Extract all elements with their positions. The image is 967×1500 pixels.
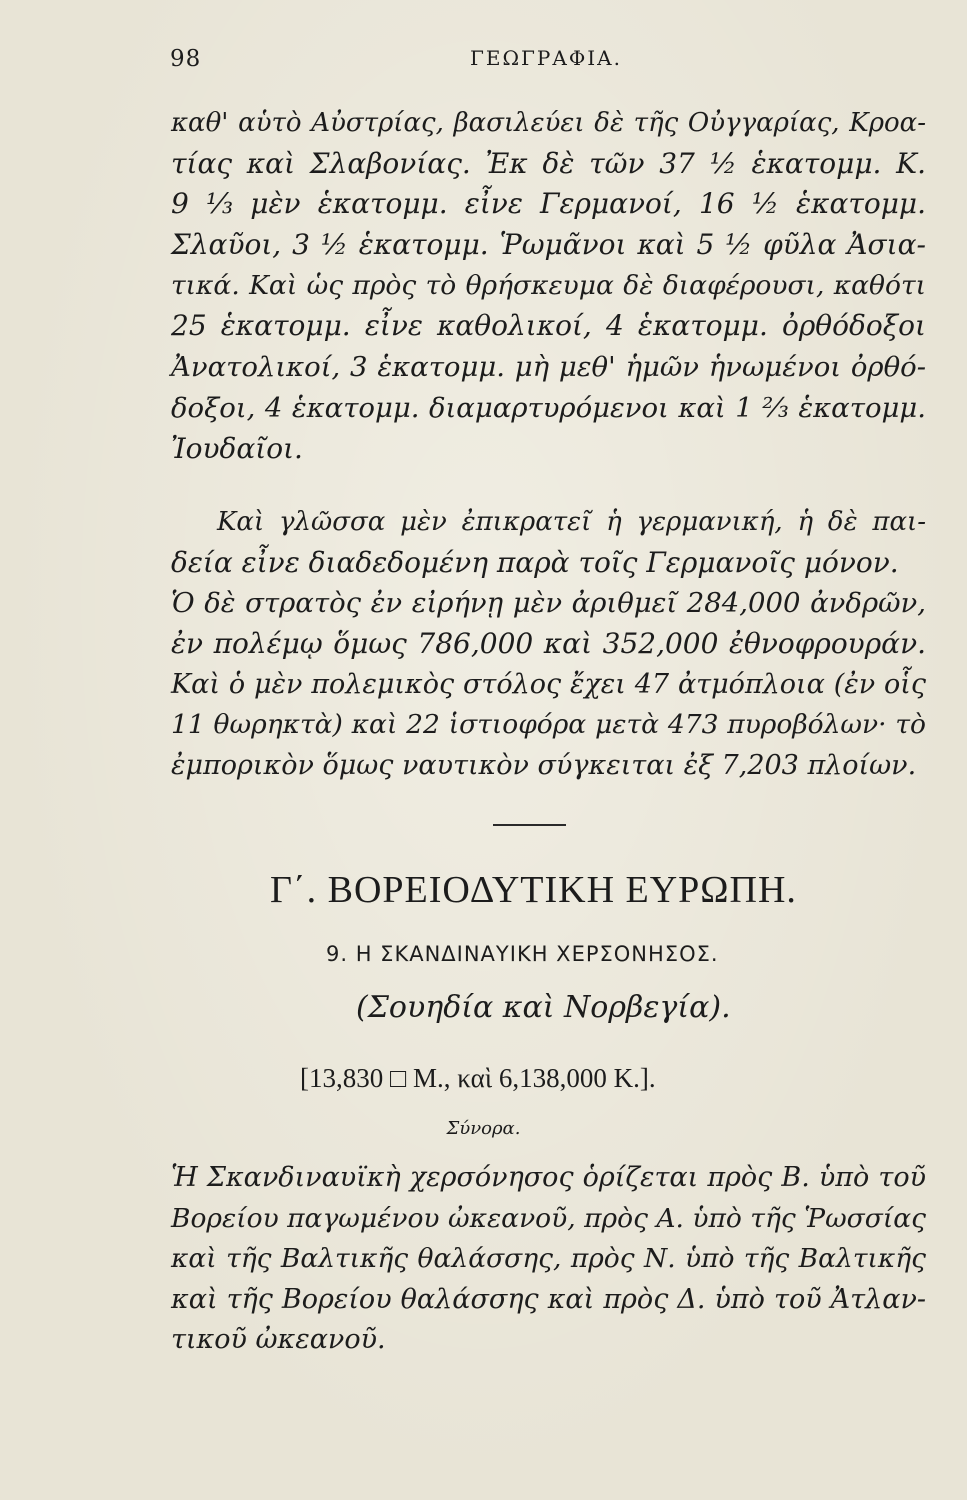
text-line: Καὶ γλῶσσα μὲν ἐπικρατεῖ ἡ γερμανική, ἡ δὲ παι- [217,507,926,537]
text-line: 9 ⅓ μὲν ἑκατομμ. εἶνε Γερμανοί, 16 ½ ἑκατομμ. [171,187,926,221]
subsection-subtitle: (Σουηδία καὶ Νορβεγία). [356,990,731,1025]
text-line: Ὁ δὲ στρατὸς ἐν εἰρήνῃ μὲν ἀριθμεῖ 284,000 ἀνδρῶν, [171,587,926,620]
text-line: Βορείου παγωμένου ὠκεανοῦ, πρὸς Α. ὑπὸ τῆς Ῥωσσίας [171,1202,926,1234]
text-line: τικοῦ ὠκεανοῦ. [171,1324,386,1355]
text-line: Ἡ Σκανδιναυϊκὴ χερσόνησος ὁρίζεται πρὸς Β. ὑπὸ τοῦ [171,1162,926,1193]
text-line: 11 θωρηκτὰ) καὶ 22 ἱστιοφόρα μετὰ 473 πυροβόλων· τὸ [171,709,926,741]
text-line: τικά. Καὶ ὡς πρὸς τὸ θρήσκευμα δὲ διαφέρουσι, καθότι [171,269,926,301]
text-line: Καὶ ὁ μὲν πολεμικὸς στόλος ἔχει 47 ἀτμόπλοια (ἐν οἷς [171,668,926,700]
boundaries-label: Σύνορα. [446,1118,521,1139]
page-number: 98 [170,46,202,72]
text-line: καὶ τῆς Βορείου θαλάσσης καὶ πρὸς Δ. ὑπὸ τοῦ Ἀτλαν- [171,1283,926,1315]
text-line: Σλαῦοι, 3 ½ ἑκατομμ. Ῥωμᾶνοι καὶ 5 ½ φῦλα Ἀσια- [171,228,926,262]
text-line: Ἀνατολικοί, 3 ἑκατομμ. μὴ μεθ' ἡμῶν ἡνωμένοι ὀρθό- [171,351,926,384]
running-head [170,46,790,76]
text-line: δεία εἶνε διαδεδομένη παρὰ τοῖς Γερμανοῖς μόνον. [171,545,899,579]
text-line: καθ' αὑτὸ Αὐστρίας, βασιλεύει δὲ τῆς Οὐγγαρίας, Κροα- [171,108,926,138]
section-divider [493,824,566,826]
paragraph-population [171,103,926,469]
section-heading: Γ΄. ΒΟΡΕΙΟΔΥΤΙΚΗ ΕΥΡΩΠΗ. [270,869,797,911]
text-line: ἐμπορικὸν ὅμως ναυτικὸν σύγκειται ἐξ 7,203 πλοίων. [171,750,917,782]
text-line: δοξοι, 4 ἑκατομμ. διαμαρτυρόμενοι καὶ 1 ⅔ ἑκατομμ. [171,391,926,424]
area-population-figures: [13,830 □ Μ., καὶ 6,138,000 Κ.]. [300,1063,656,1093]
paragraph-boundaries [171,1158,926,1361]
text-line: καὶ τῆς Βαλτικῆς θαλάσσης, πρὸς Ν. ὑπὸ τῆς Βαλτικῆς [171,1243,926,1274]
text-line: 25 ἑκατομμ. εἶνε καθολικοί, 4 ἑκατομμ. ὀρθόδοξοι [171,309,926,343]
text-line: ἐν πολέμῳ ὅμως 786,000 καὶ 352,000 ἐθνοφρουράν. [171,627,926,661]
running-title: ΓΕΩΓΡΑΦΙΑ. [470,46,622,70]
text-line: τίας καὶ Σλαβονίας. Ἐκ δὲ τῶν 37 ½ ἑκατομμ. Κ. [171,146,926,180]
subsection-heading: 9. Η ΣΚΑΝΔΙΝΑΥΙΚΗ ΧΕΡΣΟΝΗΣΟΣ. [326,942,719,966]
paragraph-language-military [171,502,926,787]
text-line: Ἰουδαῖοι. [171,431,303,465]
